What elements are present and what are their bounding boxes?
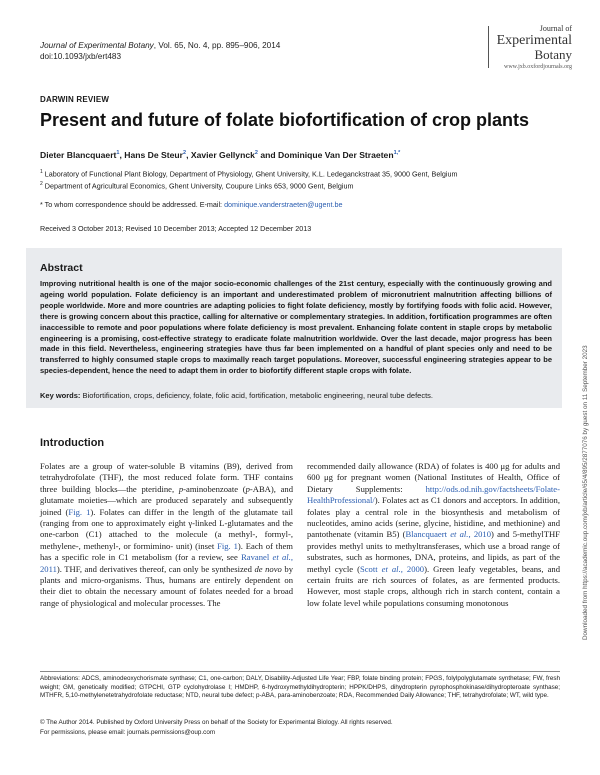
logo-url: www.jxb.oxfordjournals.org: [504, 64, 572, 70]
author-sep: ,: [186, 150, 191, 160]
citation-link[interactable]: [360, 564, 424, 574]
text-run: de novo: [254, 563, 282, 574]
received-dates: Received 3 October 2013; Revised 10 December 2013; Accepted 12 December 2013: [40, 224, 312, 233]
author: Dominique Van Der Straeten: [278, 150, 394, 160]
figure-link[interactable]: Fig. 1: [68, 506, 91, 517]
author-sup: 1: [116, 150, 120, 157]
keywords-label: Key words:: [40, 391, 81, 400]
author-sup: 2: [183, 150, 187, 157]
abstract-heading: Abstract: [40, 262, 83, 274]
logo-bar: [488, 26, 489, 68]
download-note-text: Downloaded from https://academic.oup.com/jxb/article/65/4/895/2877076 by guest on 11 September 2023: [582, 345, 589, 640]
cite-author: Ravanel: [241, 552, 273, 563]
email-link[interactable]: dominique.vanderstraeten@ugent.be: [224, 200, 343, 209]
url-link[interactable]: http://ods.od.nih.gov/factsheets/Folate-HealthProfessional/: [307, 483, 560, 506]
text-run: ) and 5-methylTHF provides methyl units to methyltransferases, which use a broad range of substrates, such as hormones, DNA, proteins, and lipids, as part of the methyl cycle (: [307, 529, 560, 574]
text-run: Folates are a group of water-soluble B vitamins (B9), derived from tetrahydrofolate (THF), the most reduced folate form. THF contains three building blocks—the pteridine,: [40, 461, 293, 494]
affiliation-num: 1: [40, 169, 43, 175]
copyright: © The Author 2014. Published by Oxford University Press on behalf of the Society for Experimental Biology. All rights reserved.: [40, 719, 393, 726]
introduction-heading: Introduction: [40, 437, 105, 449]
author-sep: and: [257, 150, 279, 160]
doi: doi:10.1093/jxb/ert483: [40, 52, 122, 61]
affiliation-text: Laboratory of Functional Plant Biology, Department of Physiology, Ghent University, K.L. Ledeganckstraat 35, 9000 Gent, Belgium: [44, 169, 458, 179]
paper-title: Present and future of folate biofortification of crop plants: [40, 110, 530, 130]
section-label: DARWIN REVIEW: [40, 95, 110, 104]
author: Xavier Gellynck: [190, 150, 255, 160]
cite-year: , 2011: [40, 552, 294, 574]
text-run: ). Each of them has a specific role in C1 metabolism (for a review, see: [40, 540, 293, 563]
cite-etal: et al.: [272, 552, 291, 563]
citation-link[interactable]: [405, 529, 491, 539]
keywords-text: Biofortification, crops, deficiency, folate, folic acid, fortification, metabolic engineering, neural tube defects.: [80, 391, 433, 400]
author-sep: ,: [119, 150, 125, 160]
text-run: by plants and micro-organisms. Thus, humans are entirely dependent on their diet to obtain the necessary amount of folates needed for a broad range of physiological and molecular processes. The: [40, 563, 294, 608]
intro-column-left: [40, 461, 293, 609]
permissions: For permissions, please email: journals.permissions@oup.com: [40, 729, 216, 736]
author: Dieter Blancquaert: [40, 150, 117, 160]
cite-year: , 2010: [468, 529, 492, 540]
cite-etal: et al.: [381, 563, 401, 574]
author-sup: 1,*: [393, 150, 401, 157]
text-run: -aminobenzoate (: [183, 483, 246, 494]
figure-link[interactable]: Fig. 1: [217, 540, 238, 551]
correspondence-text: * To whom correspondence should be addressed. E-mail:: [40, 200, 225, 209]
logo-line-3: Botany: [534, 47, 572, 62]
logo-line-2: Experimental: [496, 33, 572, 48]
intro-column-right: [307, 461, 560, 609]
journal-name: Journal of Experimental Botany: [40, 41, 154, 50]
text-run: ). THF, and derivatives thereof, can only be synthesized: [56, 563, 255, 574]
text-run: ). Green leafy vegetables, beans, and certain fruits are rich sources of folates, as are fermented products. However, most staple crops, although rich in starch content, contain a low folate level while populations consuming monotonous: [307, 563, 560, 608]
text-run: p: [178, 483, 184, 494]
author-list: [40, 150, 400, 160]
text-run: p: [245, 483, 250, 494]
journal-header: [40, 40, 280, 62]
author-sup: 2: [254, 150, 258, 157]
affiliation-2: [40, 179, 353, 191]
cite-year: , 2000: [400, 563, 425, 574]
logo-line-1: Journal of: [539, 24, 572, 33]
footnote-divider: [40, 671, 560, 672]
text-run: ). Folates can differ in the length of the glutamate tail (ranging from one to approximately eight γ-linked L-glutamates and the one-carbon (C1) attached to the molecule (a methyl-, formyl-, methylene-, methenyl-, or formimino- unit) (inset: [40, 506, 293, 551]
keywords: [40, 391, 552, 400]
citation-line: [40, 40, 280, 51]
cite-etal: et al.: [450, 529, 469, 540]
journal-logo: [492, 24, 572, 70]
affiliation-text: Department of Agricultural Economics, Ghent University, Coupure Links 653, 9000 Gent, Belgium: [44, 181, 354, 191]
abstract-text: Improving nutritional health is one of the major socio-economic challenges of the 21st century, especially with the continuously growing and ageing world population. Folate deficiency is an important and underestimated problem of micronutrient malnutrition affecting billions of people worldwide. More and more countries are adapting policies to fight folate deficiency, mostly by fortifying foods with folic acid. However, there is growing concern about this practice, calling for alternative or complementary strategies. In addition, fortification programmes are often inaccessible to remote and poor populations where folate deficiency is most prevalent. Enhancing folate content in staple crops by metabolic engineering is a promising, cost-effective strategy to eradicate folate malnutrition worldwide. Over the last decade, major progress has been made in this field. Nevertheless, engineering strategies have thus far been implemented on a handful of plant species only and need to be transferred to highly consumed staple crops to maximally reach target populations. Moreover, successful engineering strategies appear to be species-dependent, hence the need to adapt them in order to biofortify different staple crops with folate.: [40, 279, 552, 376]
affiliation-1: [40, 167, 458, 179]
citation-details: , Vol. 65, No. 4, pp. 895–906, 2014: [153, 41, 281, 50]
cite-author: Scott: [359, 563, 382, 574]
abbreviations: Abbreviations: ADCS, aminodeoxychorismate synthase; C1, one-carbon; DALY, Disability-Adjusted Life Year; FBP, folate binding protein; FPGS, folylpolyglutamate synthetase; FW, fresh weight; GM, genetically modified; GTPCHI, GTP cyclohydrolase I; HMDHP, 6-hydroxymethyldihydropterin; HPPK/DHPS, dihydropterin pyrophosphokinase/dihydropteroate synthase; MTHFR, 5,10-methylenetetrahydrofolate reductase; NTD, neural tube defect; p-ABA, para-aminobenzoate; RDA, Recommended Daily Allowance; THF, tetrahydrofolate; WT, wild type.: [40, 675, 560, 700]
cite-author: Blancquaert: [405, 529, 451, 540]
affiliation-num: 2: [40, 181, 43, 187]
text-run: ). Folates act as C1 donors and acceptors. In addition, folates play a central role in the biosynthesis and metabolism of nucleotides, amino acids (serine, glycine, histidine, and methionine) and pantothenate (vitamin B5) (: [307, 495, 560, 540]
text-run: recommended daily allowance (RDA) of folates is 400 μg for adults and 600 μg for pregnant women (National Institutes of Health, Office of Dietary Supplements:: [307, 461, 560, 494]
text-run: -ABA), and glutamate moieties—which are produced separately and subsequently joined (: [40, 483, 293, 517]
correspondence: [40, 200, 342, 209]
author: Hans De Steur: [124, 150, 184, 160]
